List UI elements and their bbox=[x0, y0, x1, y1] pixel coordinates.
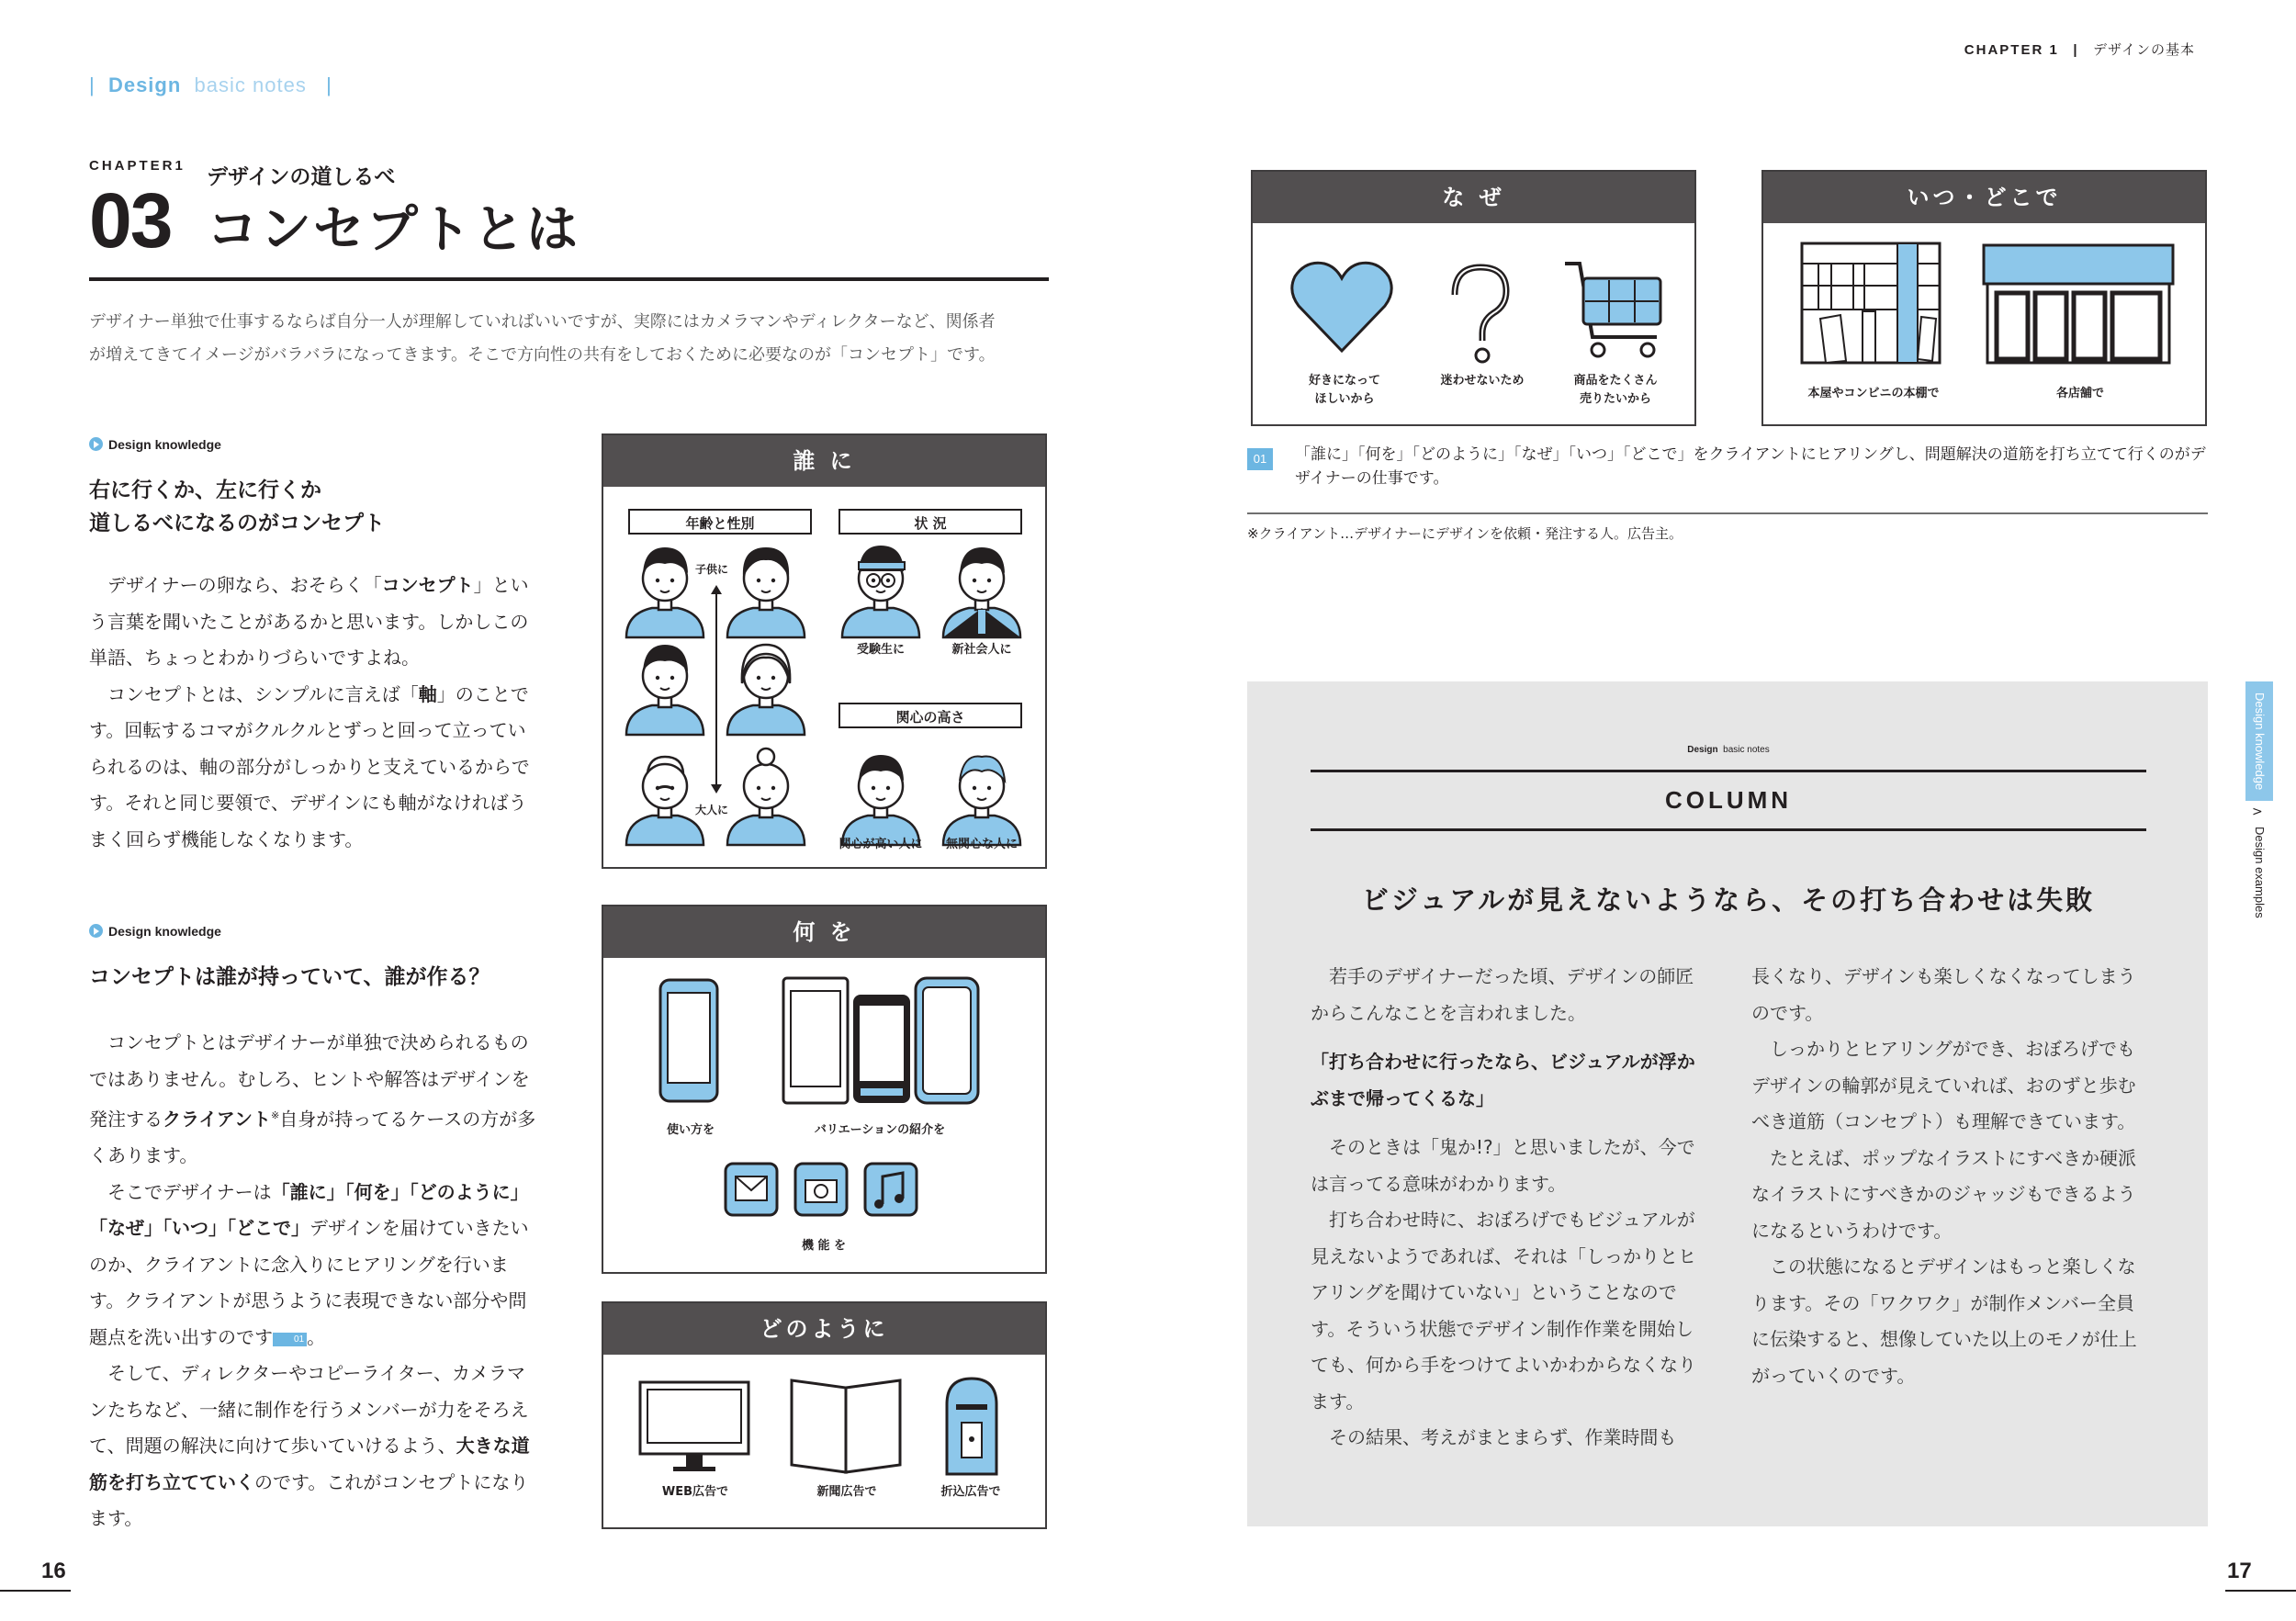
column-para: 若手のデザイナーだった頃、デザインの師匠からこんなことを言われました。 bbox=[1311, 965, 1694, 1024]
text-run: デザインを届けていきたいのか、クライアントに念入りにヒアリングを行います。クライアントが思うように表現できない部分や問題点を洗い出すのです bbox=[89, 1217, 529, 1348]
mailbox-icon bbox=[947, 1379, 996, 1474]
text-run: のです。これがコンセプトになります。 bbox=[89, 1470, 529, 1530]
person-child-boy-icon bbox=[626, 547, 703, 637]
figure-note bbox=[1247, 443, 2212, 490]
play-bullet-icon bbox=[89, 924, 103, 938]
side-tab-label-active[interactable]: Design knowledge bbox=[2253, 692, 2267, 791]
caption-variation: バリエーションの紹介を bbox=[814, 1123, 946, 1137]
tag-status: 状 況 bbox=[838, 509, 1022, 535]
text-run: そして、ディレクターやコピーライター、カメラマンたちなど、一緒に制作を行うメンバーが力をそろえて、問題の解決に向けて歩いていけるよう、 bbox=[89, 1362, 529, 1458]
camera-app-icon bbox=[795, 1164, 847, 1215]
text-run: 」のことです。回転するコマがクルクルとずっと回って立っていられるのは、軸の部分がしっかりと支えているからです。それと同じ要領で、デザインにも軸がなければうまく回らず機能しなくなります。 bbox=[89, 682, 530, 850]
person-woman-icon bbox=[727, 645, 805, 735]
shopping-cart-icon bbox=[1565, 264, 1660, 356]
page-number-rule-left bbox=[0, 1590, 71, 1592]
section1-kicker-text: Design knowledge bbox=[108, 437, 221, 452]
heart-icon bbox=[1292, 263, 1391, 351]
text-run: コンセプトとはデザイナーが単独で決められるものではありません。むしろ、ヒントや解答はデザインを発注する bbox=[89, 1031, 530, 1131]
caption-line: 好きになって bbox=[1308, 374, 1380, 388]
person-student-icon bbox=[842, 546, 919, 637]
footnote-mark: ※ bbox=[271, 1109, 280, 1121]
smartphone-variant-1-icon bbox=[783, 978, 848, 1103]
caption-web-ad: WEB広告で bbox=[661, 1485, 729, 1499]
text-run: デザイナーの卵なら、おそらく「 bbox=[107, 574, 382, 596]
caption-line: ほしいから bbox=[1314, 392, 1375, 406]
panel-when-title: いつ・どこで bbox=[1763, 172, 2205, 223]
column-brand-main: Design bbox=[1687, 745, 1718, 755]
chapter-subtitle: デザインの道しるべ bbox=[207, 165, 396, 189]
text-run-bold: クライアント bbox=[163, 1108, 271, 1131]
page-number-right: 17 bbox=[2227, 1559, 2252, 1583]
column-rule-bottom bbox=[1311, 828, 2146, 831]
caption-why-like bbox=[1294, 372, 1395, 409]
caption-high-interest: 関心が高い人に bbox=[838, 838, 923, 851]
column-quote: 「打ち合わせに行ったなら、ビジュアルが浮かぶまで帰ってくるな」 bbox=[1311, 1051, 1695, 1109]
caption-why-sell bbox=[1556, 372, 1675, 409]
series-main: Design bbox=[107, 73, 182, 96]
panel-what bbox=[602, 905, 1047, 1274]
side-tab-arrow-icon: > bbox=[2252, 805, 2263, 819]
what-illustrations bbox=[603, 906, 1045, 1272]
text-run: そこでデザイナーは bbox=[107, 1180, 272, 1203]
section1-heading bbox=[89, 474, 603, 540]
page-number-rule-right bbox=[2225, 1590, 2296, 1592]
column-para: そのときは「鬼か!?」と思いましたが、今では言ってる意味がわかります。 bbox=[1311, 1136, 1695, 1195]
mail-app-icon bbox=[726, 1164, 777, 1215]
figure-ref-badge: 01 bbox=[273, 1333, 307, 1346]
lead-line-2: が増えてきてイメージがバラバラになってきます。そこで方向性の共有をしておくために必要なのが「コンセプト」です。 bbox=[89, 345, 996, 365]
tag-interest: 関心の高さ bbox=[838, 703, 1022, 728]
column-brand bbox=[1311, 745, 2146, 755]
section2-para-3 bbox=[89, 1356, 539, 1537]
figure-note-text: 「誰に」「何を」「どのように」「なぜ」「いつ」「どこで」をクライアントにヒアリングし、問題解決の道筋を打ち立てて行くのがデザイナーの仕事です。 bbox=[1295, 445, 2206, 488]
text-run: 」という言葉を聞いたことがあるかと思います。しかしこの単語、ちょっとわかりづらいですよね。 bbox=[89, 574, 529, 669]
column-para: その結果、考えがまとまらず、作業時間も bbox=[1329, 1426, 1677, 1448]
text-run-bold: コンセプト bbox=[381, 574, 474, 596]
column-para: この状態になるとデザインはもっと楽しくなります。その「ワクワク」が制作メンバー全員に伝染すると、想像していた以上のモノが仕上がっていくのです。 bbox=[1751, 1255, 2137, 1387]
section2-para-1 bbox=[89, 1025, 539, 1175]
caption-why-doubt: 迷わせないため bbox=[1440, 374, 1525, 388]
section1-para-1 bbox=[89, 568, 539, 677]
text-run-bold: 大きな道筋を打ち立てていく bbox=[89, 1435, 530, 1493]
chapter-label: CHAPTER1 bbox=[89, 158, 186, 174]
column-para: しっかりとヒアリングができ、おぼろげでもデザインの輪郭が見えていれば、おのずと歩むべき道筋（コンセプト）も理解できています。 bbox=[1751, 1038, 2136, 1132]
person-uninterested-icon bbox=[943, 757, 1020, 845]
chapter-number: 03 bbox=[89, 177, 172, 264]
caption-new-employee: 新社会人に bbox=[951, 643, 1012, 657]
series-sub: basic notes bbox=[194, 73, 307, 96]
column-para: 打ち合わせ時に、おぼろげでもビジュアルが見えないようであれば、それは「しっかりとヒアリングを聞けていない」ということなのです。そういう状態でデザイン制作作業を開始しても、何から手をつけてよいかわからなくなります。 bbox=[1311, 1209, 1696, 1413]
storefront-icon bbox=[1984, 245, 2173, 363]
panel-who-title: 誰 に bbox=[603, 435, 1045, 487]
person-young-man-icon bbox=[626, 645, 703, 735]
panel-who bbox=[602, 433, 1047, 869]
column-text-left bbox=[1311, 959, 1709, 1457]
footnote: ※クライアント…デザイナーにデザインを依頼・発注する人。広告主。 bbox=[1247, 525, 1683, 542]
running-chapter: CHAPTER 1 bbox=[1964, 42, 2059, 58]
caption-line: 商品をたくさん bbox=[1573, 374, 1658, 388]
text-run: 。 bbox=[307, 1325, 326, 1348]
column-rule-top bbox=[1311, 770, 2146, 772]
smartphone-variant-3-icon bbox=[916, 978, 978, 1103]
tag-age-gender: 年齢と性別 bbox=[628, 509, 812, 535]
section1-heading-line1: 右に行くか、左に行くか bbox=[89, 478, 321, 502]
lead-paragraph bbox=[89, 306, 1053, 372]
smartphone-usage-icon bbox=[660, 980, 717, 1101]
panel-how bbox=[602, 1301, 1047, 1529]
person-interested-icon bbox=[842, 755, 919, 845]
person-elder-woman-icon bbox=[727, 749, 805, 845]
running-title: デザインの基本 bbox=[2093, 42, 2195, 58]
text-run-bold: 軸 bbox=[418, 682, 437, 705]
section1-kicker bbox=[89, 437, 221, 452]
column-label: COLUMN bbox=[1664, 786, 1793, 814]
music-app-icon bbox=[865, 1164, 917, 1215]
caption-line: 売りたいから bbox=[1579, 392, 1651, 406]
panel-how-title: どのように bbox=[603, 1303, 1045, 1355]
caption-newspaper-ad: 新聞広告で bbox=[816, 1485, 877, 1499]
side-tab-label-next[interactable]: Design examples bbox=[2253, 827, 2267, 918]
figure-note-number: 01 bbox=[1247, 448, 1273, 470]
newspaper-icon bbox=[792, 1380, 900, 1472]
section2-kicker bbox=[89, 924, 221, 939]
section1-body bbox=[89, 568, 539, 858]
play-bullet-icon bbox=[89, 437, 103, 451]
panel-when-where bbox=[1761, 170, 2207, 426]
page-title: コンセプトとは bbox=[207, 200, 580, 260]
column-brand-sub: basic notes bbox=[1723, 745, 1770, 755]
caption-low-interest: 無関心な人に bbox=[945, 838, 1018, 851]
running-sep: | bbox=[2073, 42, 2079, 58]
series-bar-left: | bbox=[89, 73, 108, 96]
text-run-bold: 「誰に」「何を」「どのように」「なぜ」「いつ」「どこで」 bbox=[89, 1180, 529, 1240]
caption-stores: 各店舗で bbox=[2055, 387, 2104, 400]
note-rule bbox=[1247, 512, 2208, 514]
person-elder-man-icon bbox=[626, 757, 703, 845]
caption-bookshelf: 本屋やコンビニの本棚で bbox=[1807, 387, 1940, 400]
section2-para-2 bbox=[89, 1175, 539, 1356]
page-number-left: 16 bbox=[41, 1559, 66, 1583]
series-bar-right: | bbox=[306, 73, 332, 96]
panel-why bbox=[1251, 170, 1696, 426]
column-heading: ビジュアルが見えないようなら、その打ち合わせは失敗 bbox=[1361, 884, 2096, 916]
question-mark-icon bbox=[1455, 267, 1506, 362]
title-rule bbox=[89, 277, 1049, 281]
bookshelf-icon bbox=[1802, 243, 1940, 363]
text-run: コンセプトとは、シンプルに言えば「 bbox=[107, 682, 419, 705]
arrow-label-child: 子供に bbox=[695, 560, 728, 579]
column-text-right bbox=[1751, 959, 2146, 1394]
section2-heading: コンセプトは誰が持っていて、誰が作る？ bbox=[89, 965, 490, 989]
panel-why-title: な ぜ bbox=[1253, 172, 1694, 223]
column-para: 長くなり、デザインも楽しくなくなってしまうのです。 bbox=[1751, 965, 2136, 1024]
smartphone-variant-2-icon bbox=[853, 995, 910, 1103]
section2-body bbox=[89, 1025, 539, 1537]
section1-para-2 bbox=[89, 677, 539, 859]
column-para: たとえば、ポップなイラストにすべきか硬派なイラストにすべきかのジャッジもできるようになるというわけです。 bbox=[1751, 1146, 2136, 1242]
person-new-employee-icon bbox=[943, 547, 1020, 637]
series-header bbox=[89, 73, 332, 97]
lead-line-1: デザイナー単独で仕事するならば自分一人が理解していればいいですが、実際にはカメラマンやディレクターなど、関係者 bbox=[89, 312, 996, 332]
panel-what-title: 何 を bbox=[603, 906, 1045, 958]
running-header bbox=[1964, 39, 2195, 59]
caption-exam-student: 受験生に bbox=[856, 643, 905, 657]
caption-usage: 使い方を bbox=[666, 1123, 715, 1137]
monitor-icon bbox=[640, 1382, 748, 1471]
person-child-girl-icon bbox=[727, 547, 805, 637]
caption-function: 機 能 を bbox=[801, 1239, 847, 1253]
arrow-label-adult: 大人に bbox=[695, 801, 728, 819]
section1-heading-line2: 道しるべになるのがコンセプト bbox=[89, 512, 385, 535]
text-run: 自身が持ってるケースの方が多くあります。 bbox=[89, 1108, 536, 1167]
caption-flyer-ad: 折込広告で bbox=[940, 1485, 1001, 1499]
section2-kicker-text: Design knowledge bbox=[108, 924, 221, 939]
